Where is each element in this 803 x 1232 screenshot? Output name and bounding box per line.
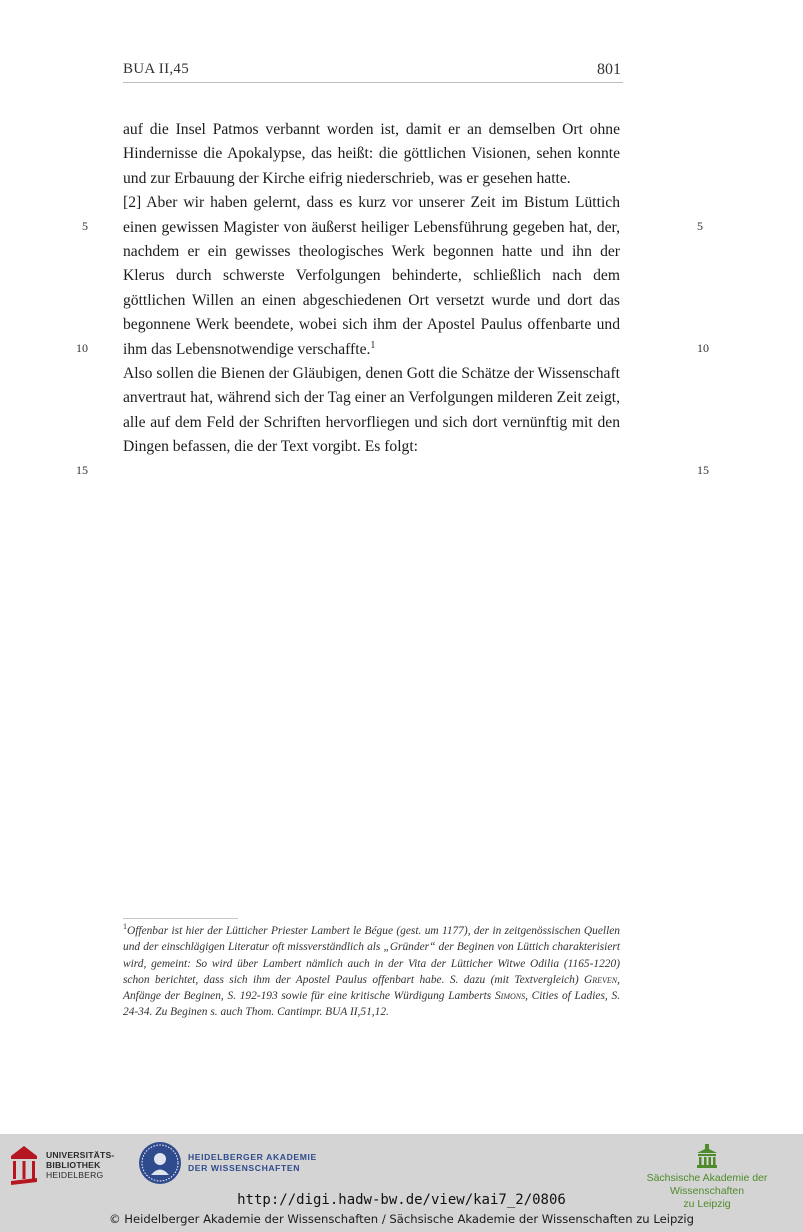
- ub-line-1: UNIVERSITÄTS-: [46, 1150, 115, 1160]
- paragraph-3: Also sollen die Bienen der Gläubigen, denen Gott die Schätze der Wissenschaft anvertraut hat, während sich der Tag einer an Verfolgungen milderen Zeit zeigt, alle auf dem Feld der Schriften hervorfliegen und sich dort vernünftig mit den Dingen befassen, die der Text vorgibt. Es folgt:: [123, 365, 620, 456]
- paragraph-1: auf die Insel Patmos verbannt worden ist, damit er an demselben Ort ohne Hindernisse die Apokalypse, das heißt: die göttlichen Visionen, sehen konnte und zur Erbauung der Kirche eifrig niederschrieb, was er gesehen hatte.: [123, 121, 620, 187]
- footnote-mark: 1: [123, 922, 127, 931]
- line-number-left-15: 15: [76, 463, 88, 477]
- university-library-name: [46, 1150, 115, 1180]
- ub-line-2: BIBLIOTHEK: [46, 1160, 101, 1170]
- footnote-rule: [123, 918, 238, 919]
- line-number-right-5: 5: [697, 219, 703, 233]
- line-number-left-5: 5: [82, 219, 88, 233]
- line-number-right-10: 10: [697, 341, 709, 355]
- hadw-line-2: DER WISSENSCHAFTEN: [188, 1163, 301, 1173]
- footnote-text-1: Offenbar ist hier der Lütticher Priester Lambert le Bégue (gest. um 1177), der in zeitgenössischen Quellen und der einschlägigen Literatur oft missverständlich als „Gründer“ der Beginen von Lüttich charakterisiert wird, gemeint: So wird über Lambert nämlich auch in der Vita der Lütticher Witwe Odilia (1165-1220) schon berichtet, dass sich ihm der Apostel Paulus offenbart habe. S. dazu (mit Textvergleich): [123, 925, 620, 986]
- footnote-author-simons: Simons: [494, 990, 526, 1003]
- university-library-logo-icon[interactable]: [9, 1142, 39, 1186]
- hadw-line-1: HEIDELBERGER AKADEMIE: [188, 1152, 317, 1162]
- footnote-text-3: , Cities of Ladies, S. 24-34. Zu Beginen s. auch Thom. Cantimpr. BUA II,51,12.: [123, 990, 620, 1019]
- line-number-right-15: 15: [697, 463, 709, 477]
- running-header: [123, 60, 623, 83]
- saw-line-2: zu Leipzig: [683, 1198, 731, 1210]
- permalink-url[interactable]: http://digi.hadw-bw.de/view/kai7_2/0806: [237, 1192, 566, 1208]
- running-title: BUA II,45: [123, 61, 190, 77]
- footnote-text-2: , Anfänge der Beginen, S. 192-193 sowie für eine kritische Würdigung Lamberts: [123, 973, 620, 1003]
- academy-seal-icon[interactable]: [139, 1142, 181, 1184]
- heidelberg-academy-name: [188, 1152, 317, 1174]
- footnote-reference[interactable]: 1: [370, 339, 376, 351]
- line-number-left-10: 10: [76, 341, 88, 355]
- main-text: [123, 118, 620, 460]
- paragraph-2-text: [2] Aber wir haben gelernt, dass es kurz vor unserer Zeit im Bistum Lüttich einen gewissen Magister von äußerst heiliger Lebensführung gegeben hat, der, nachdem er ein gewisses theologisches Werk begonnen hatte und ihn der Klerus durch schwerste Verfolgungen behinderte, schließlich nach dem göttlichen Willen an einen abgeschiedenen Ort versetzt wurde und dort das begonnene Werk beendete, wobei sich ihm der Apostel Paulus offenbarte und ihm das Lebensnotwendige verschaffte.: [123, 194, 620, 358]
- footnote-author-greven: Greven: [584, 973, 618, 986]
- saw-line-1: Sächsische Akademie der Wissenschaften: [646, 1172, 768, 1197]
- ub-line-3: HEIDELBERG: [46, 1170, 104, 1180]
- paragraph-2: [123, 191, 620, 362]
- copyright-notice: © Heidelberger Akademie der Wissenschaften / Sächsische Akademie der Wissenschaften zu Leipzig: [109, 1212, 694, 1226]
- saxon-academy-logo-icon[interactable]: [696, 1144, 718, 1168]
- footnote: [123, 923, 620, 1021]
- footer-bar: [0, 1134, 803, 1232]
- page-number: 801: [597, 61, 621, 78]
